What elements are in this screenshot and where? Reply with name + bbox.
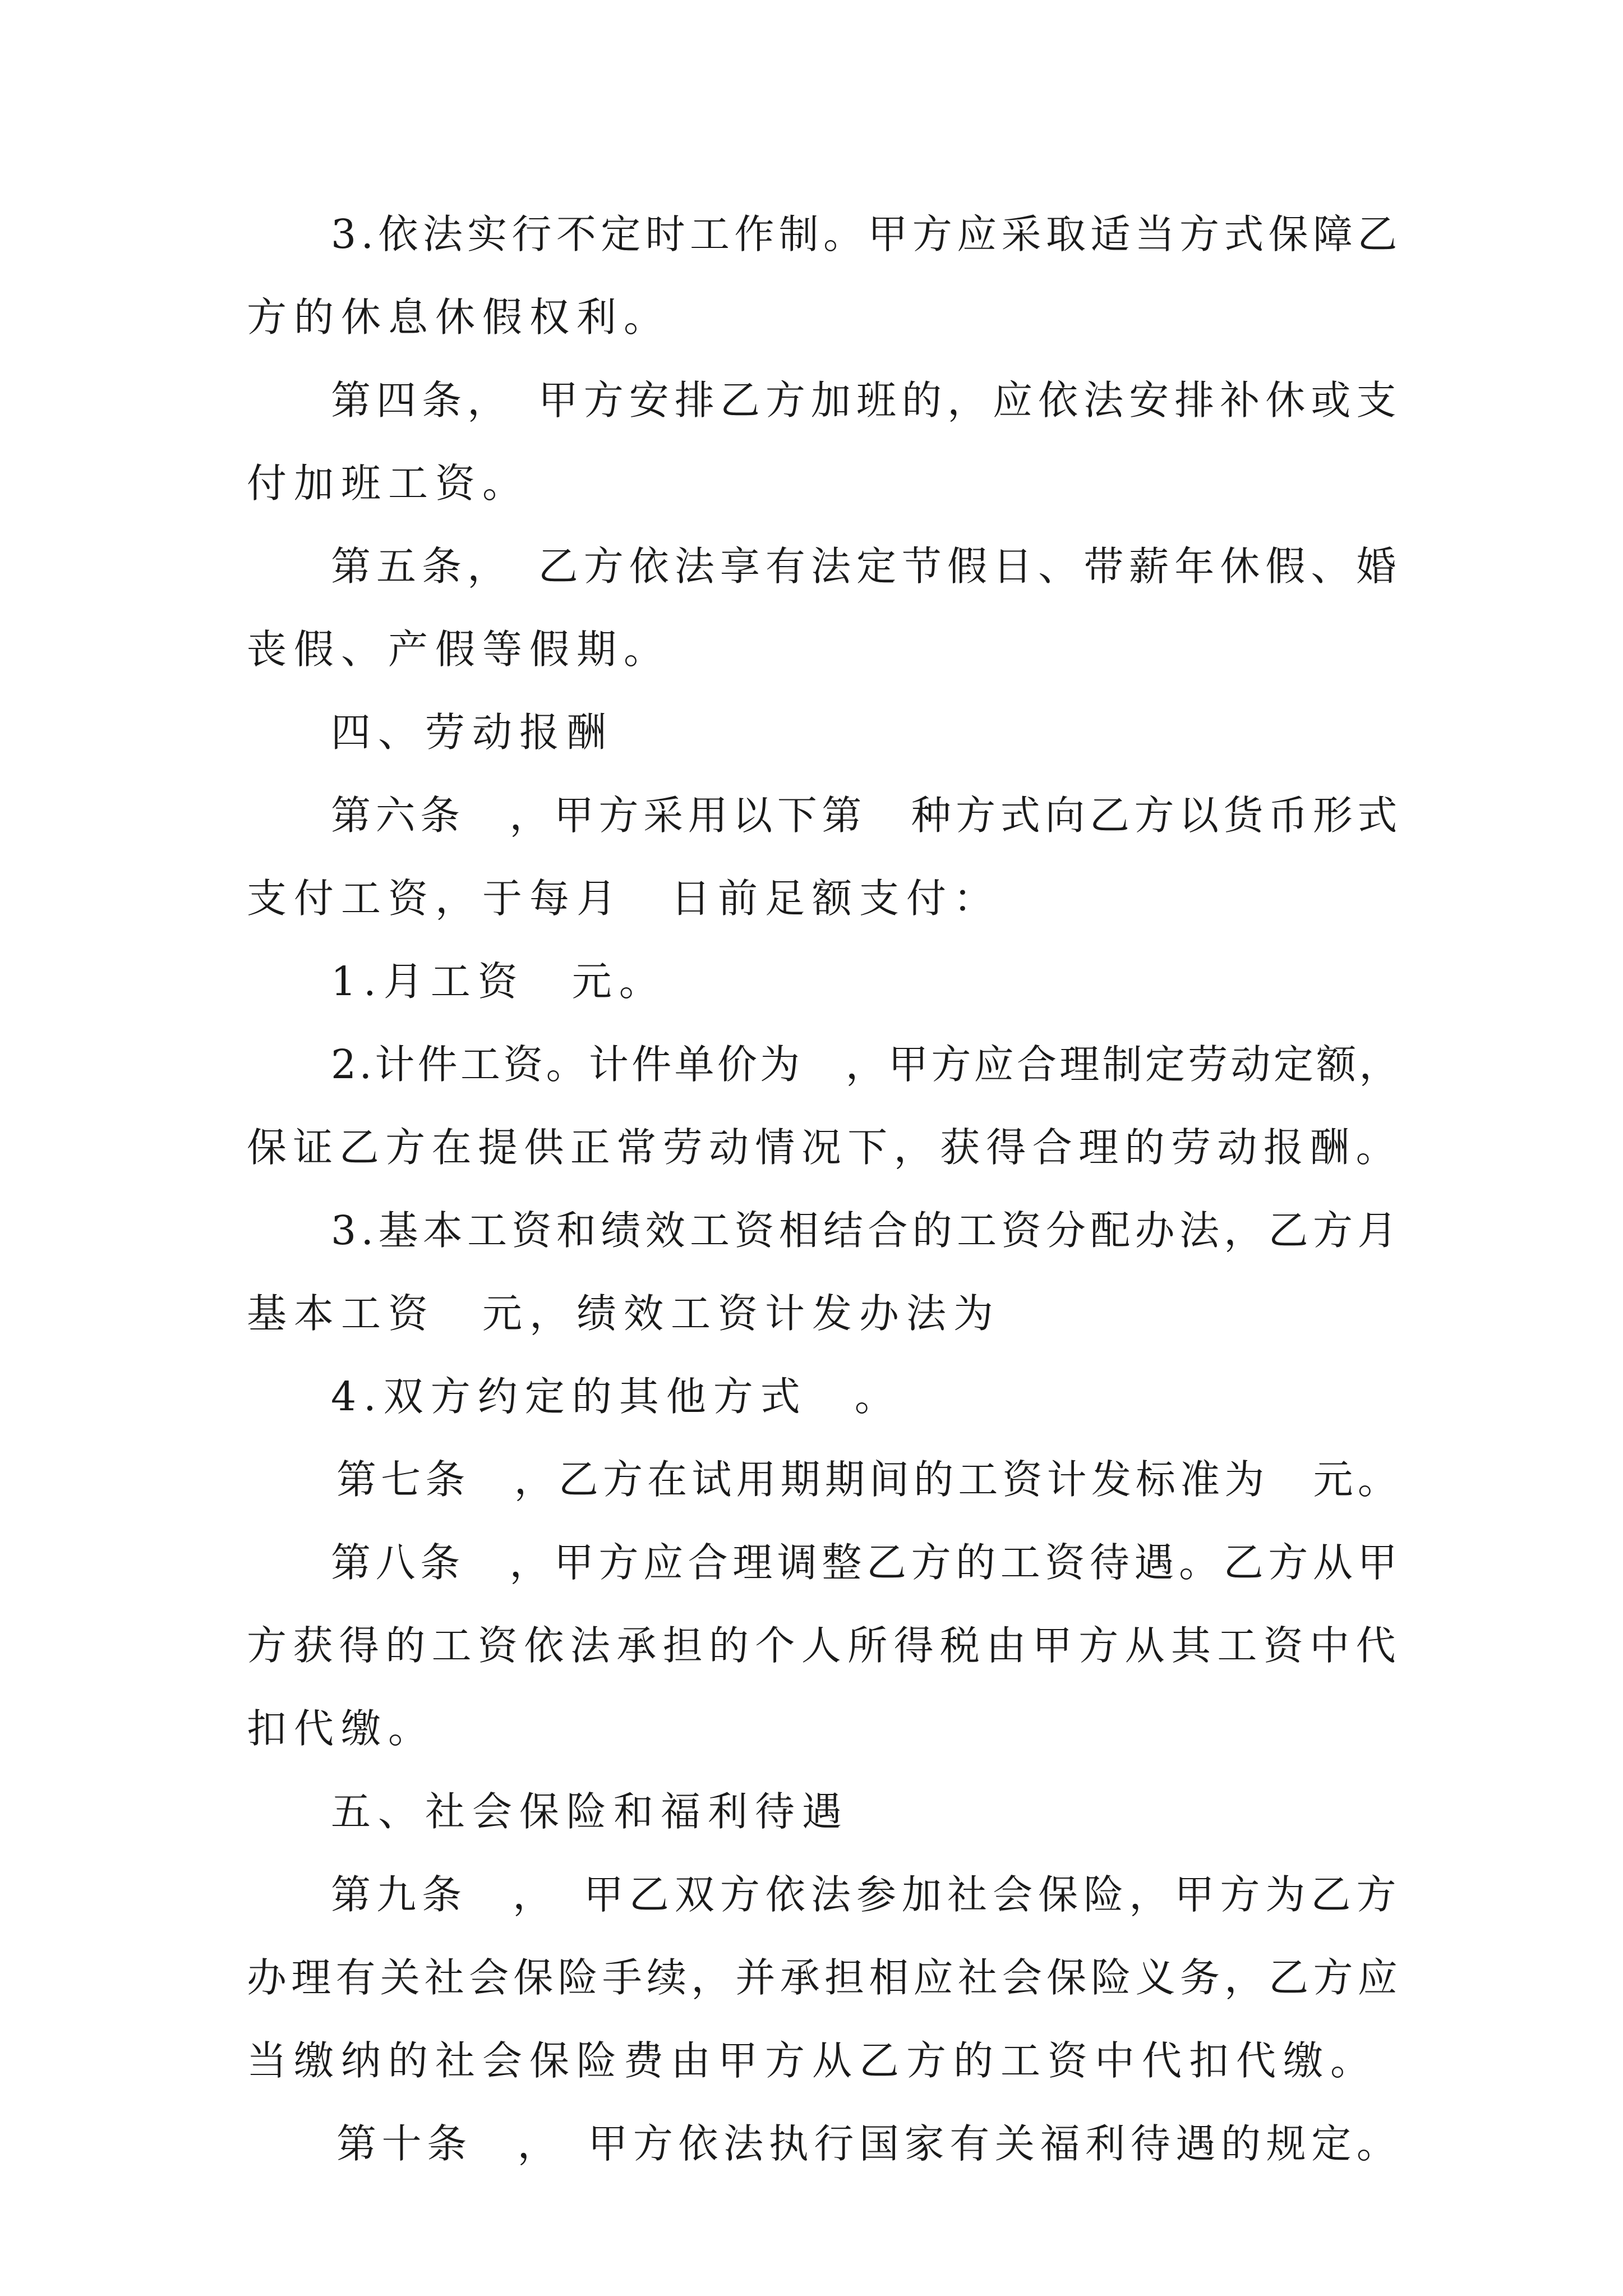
paragraph-line: 方的休息休假权利。: [247, 294, 671, 341]
paragraph-line: 4.双方约定的其他方式 。: [331, 1373, 902, 1420]
paragraph-line: 第五条， 乙方依法享有法定节假日、带薪年休假、婚: [331, 543, 1402, 590]
section-heading: 四、劳动报酬: [331, 709, 614, 756]
paragraph-line: 第六条 ，甲方采用以下第 种方式向乙方以货币形式: [331, 792, 1403, 839]
paragraph-line: 第八条 ，甲方应合理调整乙方的工资待遇。乙方从甲: [331, 1539, 1403, 1586]
section-heading: 五、社会保险和福利待遇: [331, 1788, 850, 1835]
paragraph-line: 第七条 ，乙方在试用期期间的工资计发标准为 元。: [336, 1456, 1403, 1503]
paragraph-line: 第九条 ， 甲乙双方依法参加社会保险，甲方为乙方: [331, 1871, 1402, 1918]
paragraph-line: 扣代缴。: [247, 1705, 436, 1752]
paragraph-line: 保证乙方在提供正常劳动情况下，获得合理的劳动报酬。: [247, 1124, 1403, 1171]
paragraph-line: 2.计件工资。计件单价为 ，甲方应合理制定劳动定额，: [331, 1041, 1402, 1088]
paragraph-line: 丧假、产假等假期。: [247, 626, 671, 673]
paragraph-line: 办理有关社会保险手续，并承担相应社会保险义务，乙方应: [247, 1954, 1403, 2001]
paragraph-line: 付加班工资。: [247, 460, 530, 507]
paragraph-line: 方获得的工资依法承担的个人所得税由甲方从其工资中代: [247, 1622, 1403, 1669]
paragraph-line: 基本工资 元，绩效工资计发办法为: [247, 1290, 1001, 1337]
paragraph-line: 3.依法实行不定时工作制。甲方应采取适当方式保障乙: [331, 211, 1402, 257]
paragraph-line: 3.基本工资和绩效工资相结合的工资分配办法，乙方月: [331, 1207, 1402, 1254]
paragraph-line: 支付工资，于每月 日前足额支付：: [247, 875, 1001, 922]
paragraph-line: 第四条， 甲方安排乙方加班的，应依法安排补休或支: [331, 377, 1402, 424]
paragraph-line: 1.月工资 元。: [331, 958, 666, 1005]
paragraph-line: 第十条 ， 甲方依法执行国家有关福利待遇的规定。: [336, 2120, 1402, 2167]
paragraph-line: 当缴纳的社会保险费由甲方从乙方的工资中代扣代缴。: [247, 2037, 1378, 2084]
